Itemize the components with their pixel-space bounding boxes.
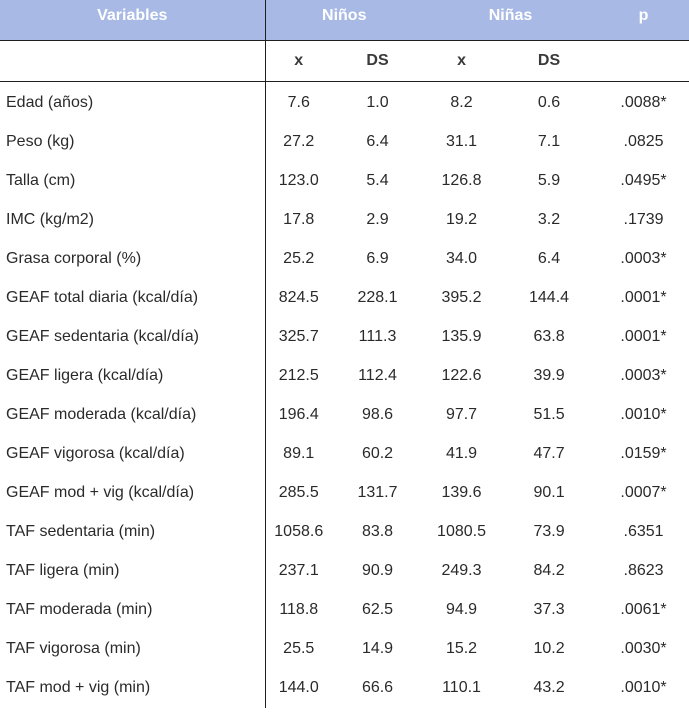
variable-cell: Peso (kg) <box>0 123 265 162</box>
p-value-cell: .0001* <box>620 289 667 306</box>
boys-mean-cell: 25.5 <box>283 640 315 657</box>
p-value-cell: .0159* <box>620 445 667 462</box>
girls-sd-cell: 144.4 <box>529 289 570 306</box>
girls-sd-header: DS <box>500 40 598 81</box>
girls-mean-cell: 19.2 <box>445 211 478 228</box>
table-row <box>0 630 689 669</box>
boys-sd-cell: 98.6 <box>361 406 394 423</box>
boys-mean-header: x <box>265 40 332 81</box>
girls-sd-cell: 47.7 <box>533 445 565 462</box>
girls-mean-cell: 249.3 <box>441 562 482 579</box>
boys-sd-cell: 2.9 <box>366 211 389 228</box>
boys-mean-cell: 196.4 <box>278 406 319 423</box>
p-value-cell: .0088* <box>620 94 667 111</box>
boys-mean-cell: 118.8 <box>279 601 319 618</box>
p-value-cell: .0030* <box>620 640 667 657</box>
variable-cell: Grasa corporal (%) <box>0 240 265 279</box>
boys-mean-cell: 824.5 <box>278 289 319 306</box>
boys-sd-cell: 60.2 <box>361 445 394 462</box>
girls-sd-cell: 0.6 <box>537 94 561 111</box>
girls-sd-cell: 73.9 <box>533 523 565 540</box>
variable-cell: GEAF vigorosa (kcal/día) <box>0 435 265 474</box>
p-value-cell: .0061* <box>620 601 667 618</box>
boys-mean-cell: 237.1 <box>278 562 319 579</box>
table-row <box>0 279 689 318</box>
variable-cell: IMC (kg/m2) <box>0 201 265 240</box>
boys-sd-cell: 112.4 <box>358 367 397 384</box>
variable-cell: TAF mod + vig (min) <box>0 669 265 708</box>
p-value-cell: .0007* <box>620 484 667 501</box>
variables-sub-header-blank <box>0 40 265 81</box>
p-value-cell: .0010* <box>620 679 667 696</box>
girls-header: Niñas <box>423 0 598 40</box>
header-group-row <box>0 0 689 40</box>
boys-sd-cell: 62.5 <box>361 601 394 618</box>
table-row <box>0 123 689 162</box>
boys-header: Niños <box>265 0 423 40</box>
boys-mean-cell: 285.5 <box>278 484 319 501</box>
p-value-cell: .0003* <box>620 250 667 267</box>
p-value-cell: .0010* <box>620 406 667 423</box>
p-value-cell: .0003* <box>620 367 667 384</box>
boys-sd-cell: 228.1 <box>357 289 398 306</box>
table-header <box>0 0 689 81</box>
table-row <box>0 81 689 123</box>
girls-sd-cell: 90.1 <box>533 484 565 501</box>
table-row <box>0 435 689 474</box>
girls-mean-cell: 110.1 <box>442 679 481 696</box>
p-value-cell: .0825 <box>623 133 664 150</box>
girls-sd-cell: 37.3 <box>533 601 565 618</box>
girls-sd-cell: 5.9 <box>537 172 561 189</box>
table-row <box>0 474 689 513</box>
boys-mean-cell: 325.7 <box>278 328 319 345</box>
boys-mean-cell: 27.2 <box>283 133 315 150</box>
p-value-cell: .1739 <box>623 211 664 228</box>
girls-mean-cell: 97.7 <box>445 406 478 423</box>
table-row <box>0 669 689 708</box>
boys-sd-cell: 14.9 <box>361 640 394 657</box>
table-row <box>0 552 689 591</box>
header-sub-row <box>0 40 689 81</box>
boys-mean-cell: 25.2 <box>283 250 315 267</box>
table-row <box>0 162 689 201</box>
girls-sd-cell: 84.2 <box>533 562 565 579</box>
boys-sd-cell: 111.3 <box>358 328 397 345</box>
table-row <box>0 240 689 279</box>
girls-mean-cell: 1080.5 <box>437 523 486 540</box>
girls-mean-cell: 94.9 <box>445 601 478 618</box>
table-row <box>0 591 689 630</box>
table-row <box>0 513 689 552</box>
girls-sd-cell: 10.2 <box>533 640 565 657</box>
variable-cell: GEAF total diaria (kcal/día) <box>0 279 265 318</box>
girls-mean-cell: 122.6 <box>441 367 482 384</box>
boys-sd-cell: 83.8 <box>361 523 394 540</box>
variable-cell: GEAF mod + vig (kcal/día) <box>0 474 265 513</box>
variable-cell: TAF ligera (min) <box>0 552 265 591</box>
girls-mean-cell: 41.9 <box>445 445 478 462</box>
boys-sd-cell: 1.0 <box>366 94 389 111</box>
girls-sd-cell: 43.2 <box>533 679 565 696</box>
variable-cell: TAF sedentaria (min) <box>0 513 265 552</box>
boys-sd-cell: 5.4 <box>366 172 389 189</box>
variable-cell: GEAF moderada (kcal/día) <box>0 396 265 435</box>
variable-cell: TAF vigorosa (min) <box>0 630 265 669</box>
girls-mean-cell: 395.2 <box>441 289 482 306</box>
table-row <box>0 201 689 240</box>
girls-mean-cell: 34.0 <box>445 250 478 267</box>
boys-mean-cell: 89.1 <box>283 445 315 462</box>
boys-sd-cell: 131.7 <box>357 484 398 501</box>
girls-sd-cell: 39.9 <box>533 367 565 384</box>
girls-mean-header: x <box>423 40 500 81</box>
boys-mean-cell: 17.8 <box>283 211 315 228</box>
p-value-cell: .0495* <box>620 172 667 189</box>
boys-mean-cell: 1058.6 <box>274 523 324 540</box>
boys-mean-cell: 144.0 <box>278 679 319 696</box>
girls-mean-cell: 139.6 <box>441 484 482 501</box>
p-sub-header-blank <box>598 40 689 81</box>
girls-mean-cell: 15.2 <box>445 640 478 657</box>
girls-mean-cell: 8.2 <box>450 94 473 111</box>
girls-sd-cell: 63.8 <box>533 328 565 345</box>
variable-cell: GEAF ligera (kcal/día) <box>0 357 265 396</box>
p-value-header: p <box>598 0 689 40</box>
table-row <box>0 357 689 396</box>
boys-sd-cell: 66.6 <box>361 679 394 696</box>
variable-cell: Talla (cm) <box>0 162 265 201</box>
p-value-cell: .6351 <box>623 523 664 540</box>
p-value-cell: .0001* <box>620 328 667 345</box>
girls-sd-cell: 7.1 <box>537 133 561 150</box>
variable-cell: TAF moderada (min) <box>0 591 265 630</box>
table-body <box>0 81 689 708</box>
table-row <box>0 396 689 435</box>
boys-sd-cell: 90.9 <box>361 562 394 579</box>
boys-mean-cell: 212.5 <box>278 367 319 384</box>
p-value-cell: .8623 <box>623 562 664 579</box>
girls-sd-cell: 3.2 <box>537 211 561 228</box>
boys-mean-cell: 123.0 <box>278 172 319 189</box>
boys-sd-cell: 6.9 <box>366 250 389 267</box>
boys-mean-cell: 7.6 <box>287 94 310 111</box>
girls-mean-cell: 31.1 <box>445 133 478 150</box>
variables-header: Variables <box>0 0 265 40</box>
boys-sd-header: DS <box>332 40 423 81</box>
girls-sd-cell: 6.4 <box>537 250 561 267</box>
girls-mean-cell: 135.9 <box>441 328 482 345</box>
variable-cell: Edad (años) <box>0 81 265 123</box>
girls-sd-cell: 51.5 <box>533 406 565 423</box>
variable-cell: GEAF sedentaria (kcal/día) <box>0 318 265 357</box>
boys-sd-cell: 6.4 <box>366 133 389 150</box>
table-row <box>0 318 689 357</box>
girls-mean-cell: 126.8 <box>441 172 482 189</box>
